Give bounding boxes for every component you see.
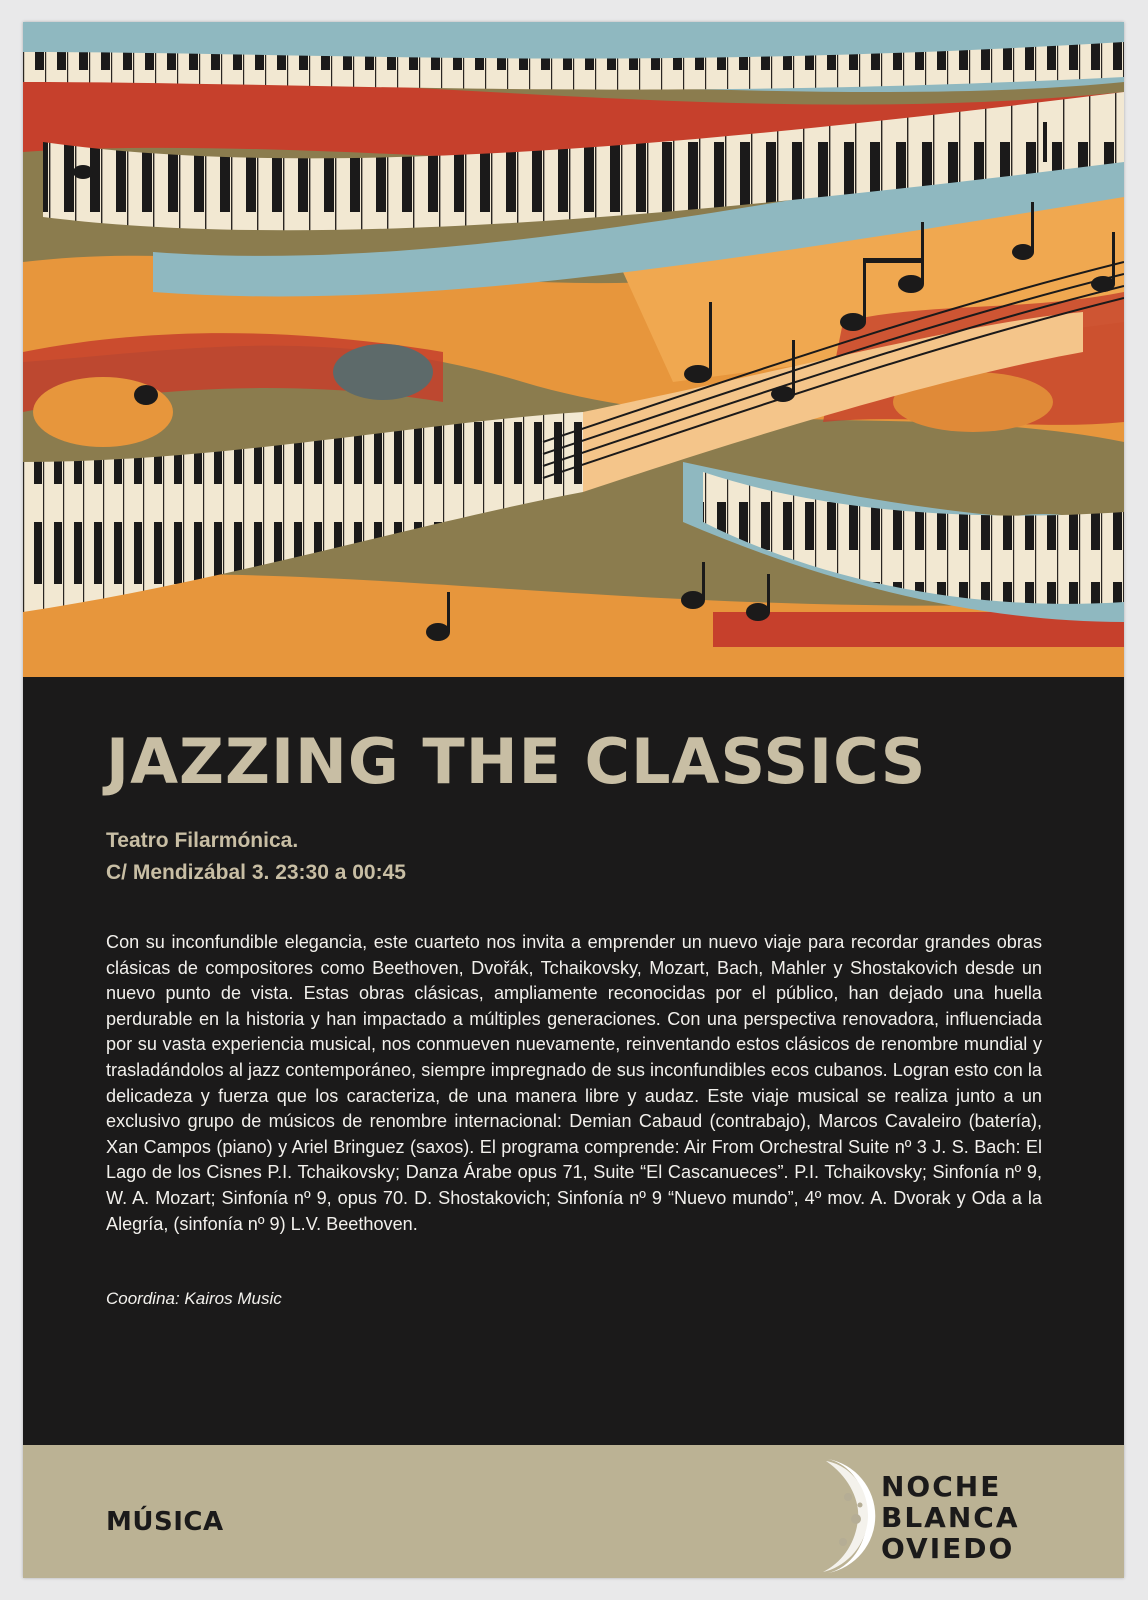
- moon-icon: [788, 1457, 878, 1575]
- event-info-panel: [23, 677, 1124, 1445]
- event-page: [23, 22, 1124, 1578]
- event-description: Con su inconfundible elegancia, este cuarteto nos invita a emprender un nuevo viaje para recordar grandes obras clásicas de compositores como Beethoven, Dvořák, Tchaikovsky, Mozart, Bach, Mahler y Shostakovich desde un nuevo punto de vista. Estas obras clásicas, ampliamente reconocidas por el público, han dejado una huella perdurable en la historia y han impactado a múltiples generaciones. Con una perspectiva renovadora, influenciada por su vasta experiencia musical, nos conmueven nuevamente, reinventando estos clásicos de renombre mundial y trasladándolos al jazz contemporáneo, siempre impregnado de sus inconfundibles ecos cubanos. Logran esto con la delicadeza y fuerza que los caracteriza, de una manera libre y audaz. Este viaje musical se realiza junto a un exclusivo grupo de músicos de renombre internacional: Demian Cabaud (contrabajo), Marcos Cavaleiro (batería), Xan Campos (piano) y Ariel Bringuez (saxos). El programa comprende: Air From Orchestral Suite nº 3 J. S. Bach: El Lago de los Cisnes P.I. Tchaikovsky; Danza Árabe opus 71, Suite “El Cascanueces”. P.I. Tchaikovsky; Sinfonía nº 9, W. A. Mozart; Sinfonía nº 9, opus 70. D. Shostakovich; Sinfonía nº 9 “Nuevo mundo”, 4º mov. A. Dvorak y Oda a la Alegría, (sinfonía nº 9) L.V. Beethoven.: [106, 932, 1042, 1234]
- logo-line-oviedo: OVIEDO: [881, 1532, 1015, 1565]
- venue-info: [106, 825, 406, 889]
- venue-address-time: C/ Mendizábal 3. 23:30 a 00:45: [106, 861, 406, 884]
- noche-blanca-oviedo-logo: [788, 1457, 1028, 1575]
- logo-line-noche: NOCHE: [881, 1470, 1002, 1503]
- piano-artwork-illustration: [23, 22, 1124, 677]
- logo-wordmark: [881, 1471, 1020, 1564]
- category-label: MÚSICA: [106, 1507, 224, 1537]
- footer-bar: [23, 1445, 1124, 1578]
- event-title: JAZZING THE CLASSICS: [106, 725, 927, 798]
- venue-name: Teatro Filarmónica.: [106, 829, 299, 852]
- logo-line-blanca: BLANCA: [881, 1501, 1020, 1534]
- event-artwork: [23, 22, 1124, 677]
- event-credit: Coordina: Kairos Music: [106, 1289, 282, 1308]
